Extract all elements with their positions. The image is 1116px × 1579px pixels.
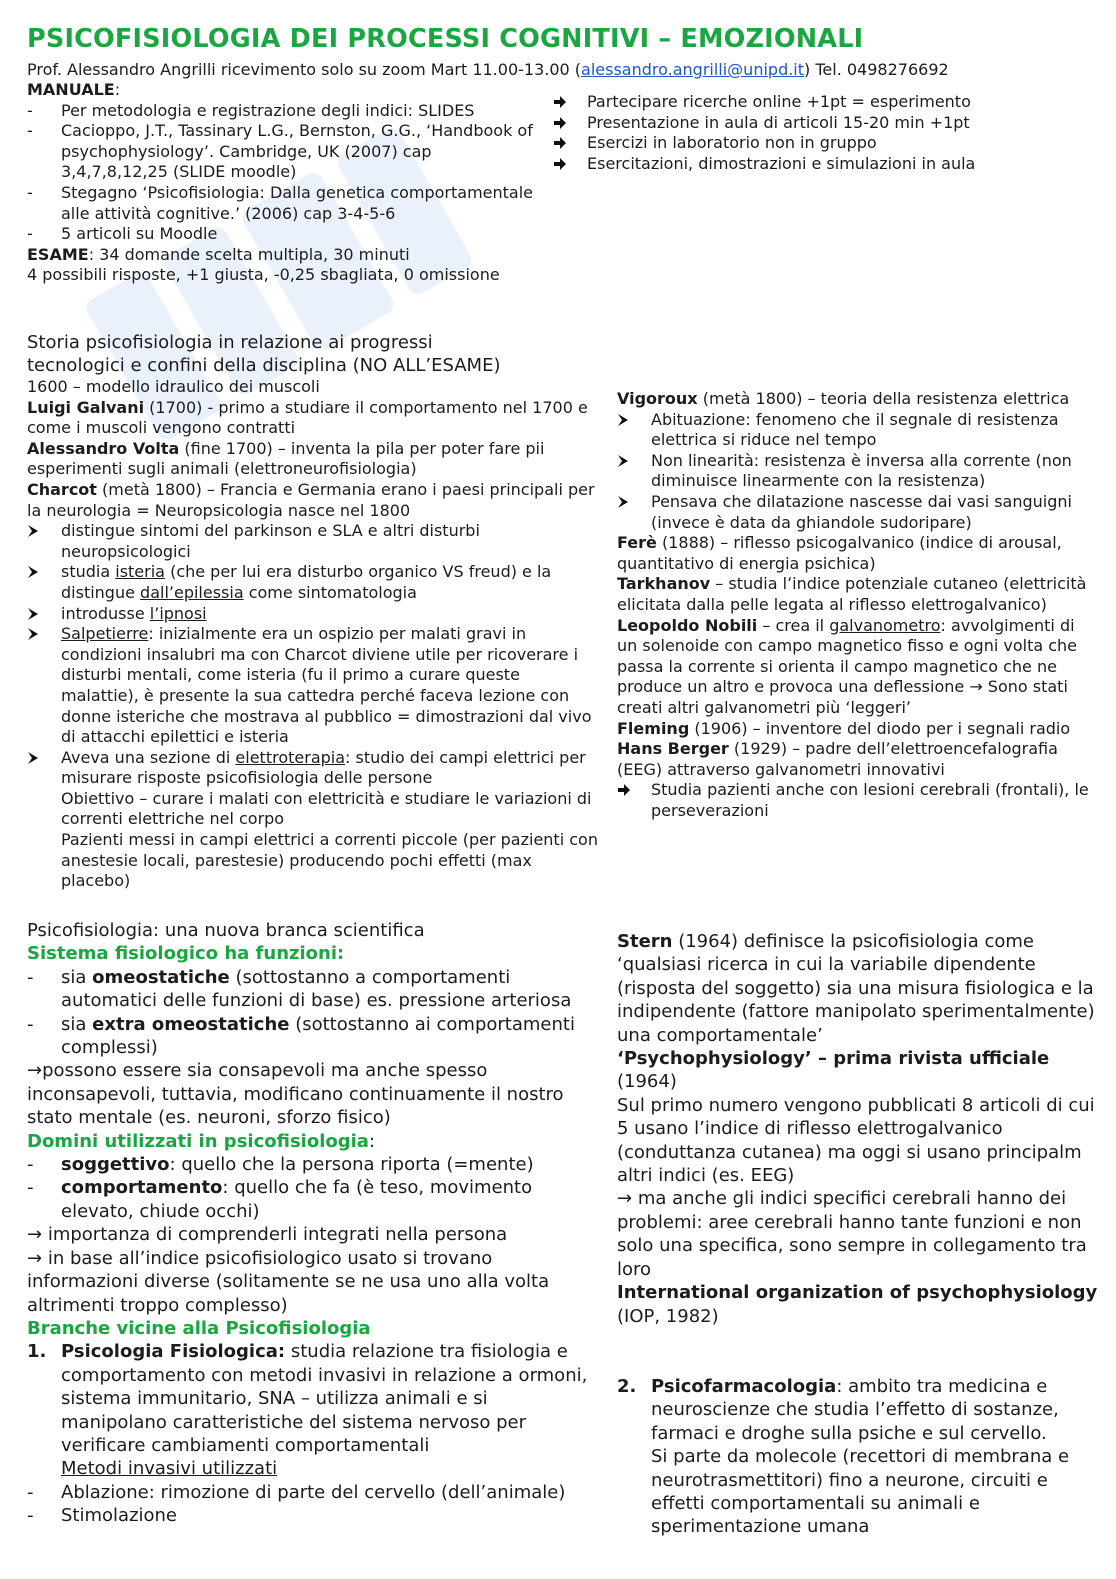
underlined-term: Salpetierre [61,624,149,644]
sistema-item [27,1013,597,1060]
domini-item [27,1176,597,1223]
text: Stimolazione [61,1505,178,1527]
tarkhanov-para [617,574,1095,615]
vigoroux-text: (metà 1800) – teoria della resistenza elettrica [697,389,1070,408]
manuale-item [27,224,537,245]
iop-text: (IOP, 1982) [617,1305,719,1327]
galvani-name: Luigi Galvani [27,397,145,417]
bold-term: Psicologia Fisiologica: [61,1341,286,1363]
text: sia [61,966,93,988]
berger-para [617,739,1095,780]
manuale-item-text: Per metodologia e registrazione degli indici: SLIDES [61,100,475,120]
charcot-item [27,624,602,748]
sistema-note [27,1059,597,1129]
manuale-item-text: 5 articoli su Moodle [61,224,218,244]
branche-heading: Branche vicine alla Psicofisiologia [27,1317,371,1339]
iop-name: International organization of psychophysiology [617,1282,1098,1304]
esame-line [27,245,537,266]
berger-text: (1929) – padre dell’elettroencefalografia (EEG) attraverso galvanometri innovativi [617,739,1058,779]
storia-heading: Storia psicofisiologia in relazione ai progressi tecnologici e confini della disciplina (NO ALL’ESAME) [27,332,501,376]
metodo-item [27,1481,597,1504]
tarkhanov-name: Tarkhanov [617,574,711,594]
arrowhead-bullet-icon [27,624,57,645]
underlined-term: l’ipnosi [149,603,207,623]
arrow-right-icon [553,133,583,154]
psico-heading: Psicofisiologia: una nuova branca scientifica [27,920,425,941]
bold-term: Psicofarmacologia [651,1376,837,1397]
manuale-label: MANUALE [27,80,115,99]
dash-bullet: - [27,1013,34,1035]
dash-bullet: - [27,182,33,202]
domini-item [27,1153,597,1176]
manuale-section [27,80,537,286]
arrow-right-icon: → [27,1060,43,1082]
page-title: PSICOFISIOLOGIA DEI PROCESSI COGNITIVI – EMOZIONALI [27,24,864,54]
manuale-item [27,121,537,183]
manuale-item-text: Stegagno ‘Psicofisiologia: Dalla genetica comportamentale alle attività cognitive.’ (2006) cap 3-4-5-6 [61,182,533,223]
charcot-para [27,480,602,521]
sistema-item [27,966,597,1013]
text: : ambito tra medicina e neuroscienze che studia l’effetto di sostanze, farmaci e droghe sulla psiche e sul cervello. [651,1376,1059,1444]
bonus-item [553,154,1073,175]
dash-bullet: - [27,100,33,120]
esame-text: : 34 domande scelta multipla, 30 minuti [88,244,410,264]
charcot-name: Charcot [27,479,97,499]
charcot-item-text: distingue sintomi del parkinson e SLA e altri disturbi neuropsicologici [61,521,480,561]
dash-bullet: - [27,1505,34,1527]
bonus-list [553,92,1073,174]
arrowhead-bullet-icon [27,604,57,625]
bold-term: soggettivo [61,1154,170,1176]
arrow-right-icon: → [27,1247,43,1269]
volta-name: Alessandro Volta [27,438,180,458]
underlined-term: dall’epilessia [140,582,244,602]
arrow-right-icon: → [27,1224,43,1246]
text: in base all’indice psicofisiologico usato si trovano informazioni diverse (solitamente se ne usa uno alla volta altrimenti troppo complesso) [27,1247,550,1316]
volta-text: (fine 1700) – inventa la pila per poter fare pii esperimenti sugli animali (elettroneurofisiologia) [27,438,545,479]
psicofarmacologia-section [617,1375,1095,1538]
domini-note [27,1223,597,1246]
arrow-right-icon [553,92,583,113]
charcot-text: (metà 1800) – Francia e Germania erano i paesi principali per la neurologia = Neuropsicologia nasce nel 1800 [27,479,595,520]
fleming-para [617,719,1095,740]
vigoroux-item [617,410,1095,451]
nobili-para [617,616,1095,719]
tarkhanov-text: – studia l’indice potenziale cutaneo (elettricità elicitata dalla pelle legata al riflesso elettrogalvanico) [617,574,1087,614]
bonus-text: Esercitazioni, dimostrazioni e simulazioni in aula [587,153,976,173]
bold-term: comportamento [61,1177,223,1199]
text: : studio dei campi elettrici per misurare risposte psicofisiologia delle persone [61,747,586,788]
text: – crea il [757,615,830,635]
dash-bullet: - [27,224,33,244]
arrowhead-bullet-icon [27,521,57,542]
dash-bullet: - [27,121,33,141]
manuale-colon: : [114,80,121,99]
underlined-term: galvanometro [829,615,941,635]
arrow-right-icon [553,154,583,175]
bold-term: extra omeostatiche [92,1013,290,1035]
domini-heading: Domini utilizzati in psicofisiologia [27,1130,369,1152]
fere-text: (1888) – riflesso psicogalvanico (indice di arousal, quantitativo di energia psichica) [617,533,1062,573]
professor-info [27,60,949,79]
charcot-item [27,562,602,603]
metodo-item [27,1504,597,1527]
number-bullet: 2. [617,1376,637,1397]
text: (sottostanno a comportamenti automatici delle funzioni di base) es. pressione arteriosa [61,966,572,1012]
text: (che per lui era disturbo organico VS freud) e la distingue [61,562,552,602]
text: studia [61,562,116,582]
text: come sintomatologia [243,582,417,602]
fere-para [617,533,1095,574]
stern-name: Stern [617,931,673,952]
journal-name: ‘Psychophysiology’ – prima rivista ufficiale [617,1048,1050,1070]
prof-suffix: ) Tel. 0498276692 [804,60,949,79]
nobili-name: Leopoldo Nobili [617,615,758,635]
domini-heading-line [27,1130,597,1153]
journal-year: (1964) [617,1071,677,1093]
fleming-text: (1906) – inventore del diodo per i segnali radio [689,718,1071,738]
arrow-right-icon [617,780,647,801]
arrowhead-bullet-icon [617,492,647,513]
text: Aveva una sezione di [61,747,236,767]
text: Sono stati creati altri galvanometri più ‘leggeri’ [617,677,1068,717]
bonus-text: Partecipare ricerche online +1pt = esperimento [587,92,971,111]
domini-note [27,1247,597,1317]
manuale-item [27,101,537,122]
arrowhead-bullet-icon [27,748,57,769]
email-link[interactable]: alessandro.angrilli@unipd.it [581,60,805,79]
arrow-right-icon: → [969,677,983,697]
esame-scoring: 4 possibili risposte, +1 giusta, -0,25 sbagliata, 0 omissione [27,265,500,285]
number-bullet: 1. [27,1341,47,1363]
storia-1600: 1600 – modello idraulico dei muscoli [27,377,320,396]
storia-right-section [617,389,1095,821]
metodi-heading: Metodi invasivi utilizzati [61,1458,278,1480]
vigoroux-item-text: Pensava che dilatazione nascesse dai vasi sanguigni (invece è data da ghiandole sudoripare) [651,491,1072,532]
text: (sottostanno ai comportamenti complessi) [61,1013,575,1059]
psicofarmacologia-detail: Si parte da molecole (recettori di membrana e neurotrasmettitori) fino a neurone, circuiti e effetti comportamentali su animali e sperimentazione umana [651,1446,1070,1538]
text: Ablazione: rimozione di parte del cervello (dell’animale) [61,1481,566,1503]
charcot-item [27,521,602,562]
berger-item-text: Studia pazienti anche con lesioni cerebrali (frontali), le perseverazioni [651,780,1089,820]
text: possono essere sia consapevoli ma anche spesso inconsapevoli, tuttavia, modificano continuamente il nostro stato mentale (es. neuroni, sforzo fisico) [27,1060,564,1129]
prof-prefix: Prof. Alessandro Angrilli ricevimento solo su zoom Mart 11.00-13.00 ( [27,60,582,79]
stern-section [617,930,1105,1328]
branca-item [617,1375,1095,1445]
charcot-item [27,748,602,789]
bonus-text: Esercizi in laboratorio non in gruppo [587,133,877,153]
esame-label: ESAME [27,244,89,264]
arrow-right-icon: → [617,1188,633,1210]
elettroterapia-goal: Obiettivo – curare i malati con elettricità e studiare le variazioni di correnti elettriche nel corpo [61,788,592,829]
fere-name: Ferè [617,533,657,553]
dash-bullet: - [27,1177,34,1199]
bonus-text: Presentazione in aula di articoli 15-20 min +1pt [587,112,970,132]
arrowhead-bullet-icon [27,562,57,583]
stern-para [617,930,1105,1047]
elettroterapia-patients: Pazienti messi in campi elettrici a correnti piccole (per pazienti con anestesie locali, parestesie) producendo pochi effetti (max placebo) [61,830,598,891]
domini-colon: : [368,1130,376,1152]
galvani-para [27,398,602,439]
underlined-term: isteria [115,562,165,582]
text: : quello che la persona riporta (=mente) [169,1154,534,1176]
dash-bullet: - [27,1154,34,1176]
underlined-term: elettroterapia [235,747,346,767]
indici-note [617,1187,1105,1281]
primo-numero: Sul primo numero vengono pubblicati 8 articoli di cui 5 usano l’indice di riflesso elettrogalvanico (conduttanza cutanea) ma oggi si usano principalm altri indici (es. EEG) [617,1094,1095,1187]
vigoroux-item [617,492,1095,533]
berger-name: Hans Berger [617,739,729,759]
vigoroux-para [617,389,1095,410]
vigoroux-name: Vigoroux [617,389,698,408]
arrowhead-bullet-icon [617,410,647,431]
text: introdusse [61,603,150,623]
text: sia [61,1013,93,1035]
bonus-item [553,113,1073,134]
vigoroux-item [617,451,1095,492]
manuale-item-text: Cacioppo, J.T., Tassinary L.G., Bernston, G.G., ‘Handbook of psychophysiology’. Cambridge, UK (2007) cap 3,4,7,8,12,25 (SLIDE moodle) [61,121,533,182]
text: studia relazione tra fisiologia e comportamento con metodi invasivi in relazione a ormoni, sistema immunitario, SNA – utilizza animali e si manipolano caratteristiche del sistema nervoso per verificare cambiamenti comportamentali [61,1341,588,1456]
bonus-item [553,92,1073,113]
dash-bullet: - [27,1481,34,1503]
galvani-text: (1700) - primo a studiare il comportamento nel 1700 e come i muscoli vengono contratti [27,397,588,438]
charcot-item [27,604,602,625]
manuale-item [27,183,537,224]
text: ma anche gli indici specifici cerebrali hanno dei problemi: aree cerebrali hanno tante funzioni e non solo una specifica, sono sempre in collegamento tra loro [617,1188,1087,1280]
branca-item [27,1340,597,1457]
psicofisiologia-section [27,919,597,1528]
arrow-right-icon [553,113,583,134]
text: : quello che fa (è teso, movimento elevato, chiude occhi) [61,1177,533,1222]
text: importanza di comprenderli integrati nella persona [42,1224,508,1246]
sistema-heading: Sistema fisiologico ha funzioni: [27,943,345,965]
text: : inizialmente era un ospizio per malati gravi in condizioni insalubri ma con Charcot diviene utile per ricoverare i disturbi mentali, come isteria (fu il primo a curare queste malattie), è presente la sua cattedra perché faceva lezione con donne isteriche che mostrava al pubblico = dimostrazioni dal vivo di attacchi epilettici e isteria [61,624,592,747]
dash-bullet: - [27,966,34,988]
fleming-name: Fleming [617,718,690,738]
iop-para [617,1281,1105,1328]
arrowhead-bullet-icon [617,451,647,472]
volta-para [27,439,602,480]
stern-text: (1964) definisce la psicofisiologia come ‘qualsiasi ricerca in cui la variabile dipendente (risposta del soggetto) sia una misura fisiologica e la indipendente (fattore manipolato sperimentalmente) una comportamentale’ [617,931,1095,1046]
bold-term: omeostatiche [92,966,230,988]
bonus-item [553,133,1073,154]
berger-item [617,780,1095,821]
text: : avvolgimenti di un solenoide con campo magnetico fisso e ogni volta che passa la corrente si orienta il campo magnetico che ne produce un altro e provoca una deflessione [617,615,1078,697]
storia-section [27,331,602,892]
vigoroux-item-text: Non linearità: resistenza è inversa alla corrente (non diminuisce linearmente con la resistenza) [651,450,1072,491]
vigoroux-item-text: Abituazione: fenomeno che il segnale di resistenza elettrica si riduce nel tempo [651,409,1059,450]
